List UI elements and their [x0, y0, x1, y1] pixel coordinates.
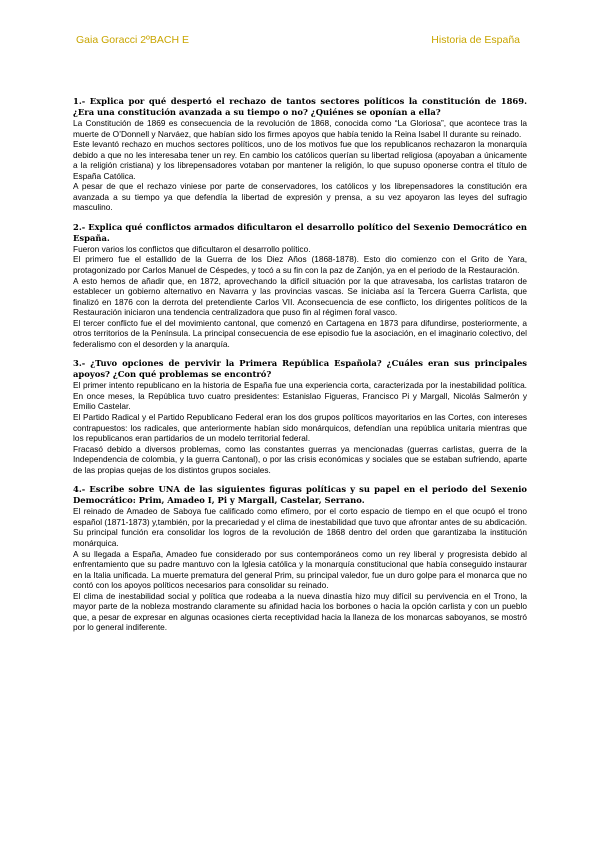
section-3	[73, 358, 527, 475]
question-3: 3.- ¿Tuvo opciones de pervivir la Primera República Española? ¿Cuáles eran sus principales apoyos? ¿Con qué problemas se encontró?	[73, 358, 527, 380]
answer-3-paragraph-1: El primer intento republicano en la historia de España fue una experiencia corta, caracterizada por la inestabilidad política. En once meses, la República tuvo cuatro presidentes: Estanislao Figueras, Francisco Pi y Margall, Nicolás Salmerón y Emilio Castelar.	[73, 380, 527, 412]
answer-3-paragraph-3: Fracasó debido a diversos problemas, como las constantes guerras ya mencionadas (guerras carlistas, guerra de la Independencia de colombia, y la guerra Cantonal), o por las crisis económicas y sociales que se estaban sufriendo, aparte de las propias quejas de los distintos grupos sociales.	[73, 443, 527, 475]
page-header	[76, 34, 520, 46]
header-author: Gaia Goracci 2ºBACH E	[76, 34, 189, 46]
question-4: 4.- Escribe sobre UNA de las siguientes figuras políticas y su papel en el periodo del Sexenio Democrático: Prim, Amadeo I, Pi y Margall, Castelar, Serrano.	[73, 484, 527, 506]
header-subject: Historia de España	[431, 34, 520, 46]
answer-2-paragraph-1: Fueron varios los conflictos que dificultaron el desarrollo político.	[73, 243, 311, 254]
question-1: 1.- Explica por qué despertó el rechazo de tantos sectores políticos la constitución de 1869. ¿Era una constitución avanzada a su tiempo o no? ¿Quiénes se oponían a ella?	[73, 96, 527, 117]
question-2: 2.- Explica qué conflictos armados dificultaron el desarrollo político del Sexenio Democrático en España.	[73, 221, 527, 243]
section-1	[73, 96, 527, 213]
answer-2-paragraph-2: El primero fue el estallido de la Guerra de los Diez Años (1868-1878). Esto dio comienzo con el Grito de Yara, protagonizado por Carlos Manuel de Céspedes, y tocó a su fin con la paz de Zanjón, ya en el periodo de la Restauración.	[73, 254, 527, 276]
answer-3-paragraph-2: El Partido Radical y el Partido Republicano Federal eran los dos grupos políticos mayoritarios en las Cortes, con intereses contrapuestos: los radicales, que anteriormente habían sido monárquicos, defendían una república unitaria mientras que los republicanos eran partidarios de un modelo territorial federal.	[73, 412, 527, 444]
answer-1-paragraph-1: La Constitución de 1869 es consecuencia de la revolución de 1868, conocida como “La Gloriosa”, que acontece tras la muerte de O’Donnell y Narváez, que habían sido los firmes apoyos que había tenido la Reina Isabel II durante su reinado.	[73, 118, 527, 139]
answer-2-paragraph-3: A esto hemos de añadir que, en 1872, aprovechando la difícil situación por la que atravesaba, los carlistas trataron de establecer un gobierno alternativo en Navarra y las provincias vascas. Se iniciaba así la Tercera Guerra Carlista, que finalizó en 1876 con la derrota del pretendiente Carlos VII. Aconsecuencia de ese conflicto, los dirigentes políticos de la Restauración iniciaron una tendencia centralizadora que puso fin al régimen foral vasco.	[73, 275, 527, 318]
answer-4-paragraph-2: A su llegada a España, Amadeo fue considerado por sus contemporáneos como un rey liberal y progresista debido al enfrentamiento que su padre mantuvo con la Iglesia católica y la monarquía constitucional que había conseguido instaurar en la Italia unificada. La muerte prematura del general Prim, su principal valedor, fue un duro golpe para el monarca que no contó con los apoyos políticos necesarios para consolidar su reinado.	[73, 548, 527, 591]
answer-1-paragraph-3: A pesar de que el rechazo viniese por parte de conservadores, los católicos y los librepensadores la constitución era avanzada a su tiempo ya que defendía la libertad de expresión y prensa, a su vez apoyaron las leyes del sufragio masculino.	[73, 181, 527, 213]
answer-4-paragraph-3: El clima de inestabilidad social y política que rodeaba a la nueva dinastía hizo muy difícil su pervivencia en el Trono, la mayor parte de la nobleza mostrando claramente su afinidad hacia los borbones o hacia la opción carlista y con un pueblo que, a pesar de expresar en algunas ocasiones cierta receptividad hacia la llaneza de los monarcas saboyanos, se mostró por lo general indiferente.	[73, 590, 527, 633]
section-4	[73, 484, 527, 633]
answer-2-paragraph-4: El tercer conflicto fue el del movimiento cantonal, que comenzó en Cartagena en 1873 para difundirse, posteriormente, a otros territorios de la Península. La principal consecuencia de ese episodio fue la asociación, en el imaginario colectivo, del federalismo con el desorden y la anarquía.	[73, 317, 527, 349]
document-body	[73, 96, 527, 633]
answer-4-paragraph-1: El reinado de Amadeo de Saboya fue calificado como efímero, por el corto espacio de tiempo en el que ocupó el trono español (1871-1873) y,también, por la precariedad y el clima de inestabilidad que tuvo que afrontar antes de su abdicación. Su principal función era consolidar los logros de la revolución de 1868 dentro del orden que garantizaba la institución monárquica.	[73, 506, 527, 548]
answer-1-paragraph-2: Este levantó rechazo en muchos sectores políticos, uno de los motivos fue que los republicanos rechazaron la monarquía debido a que no les interesaba tener un rey. En cambio los católicos querían su libertad religiosa (apoyaban a únicamente a la religión cristiana) y los librepensadores votaban por mantener la religión, lo que supuso oponerse contra el título de España Católica.	[73, 139, 527, 181]
section-2	[73, 222, 527, 349]
